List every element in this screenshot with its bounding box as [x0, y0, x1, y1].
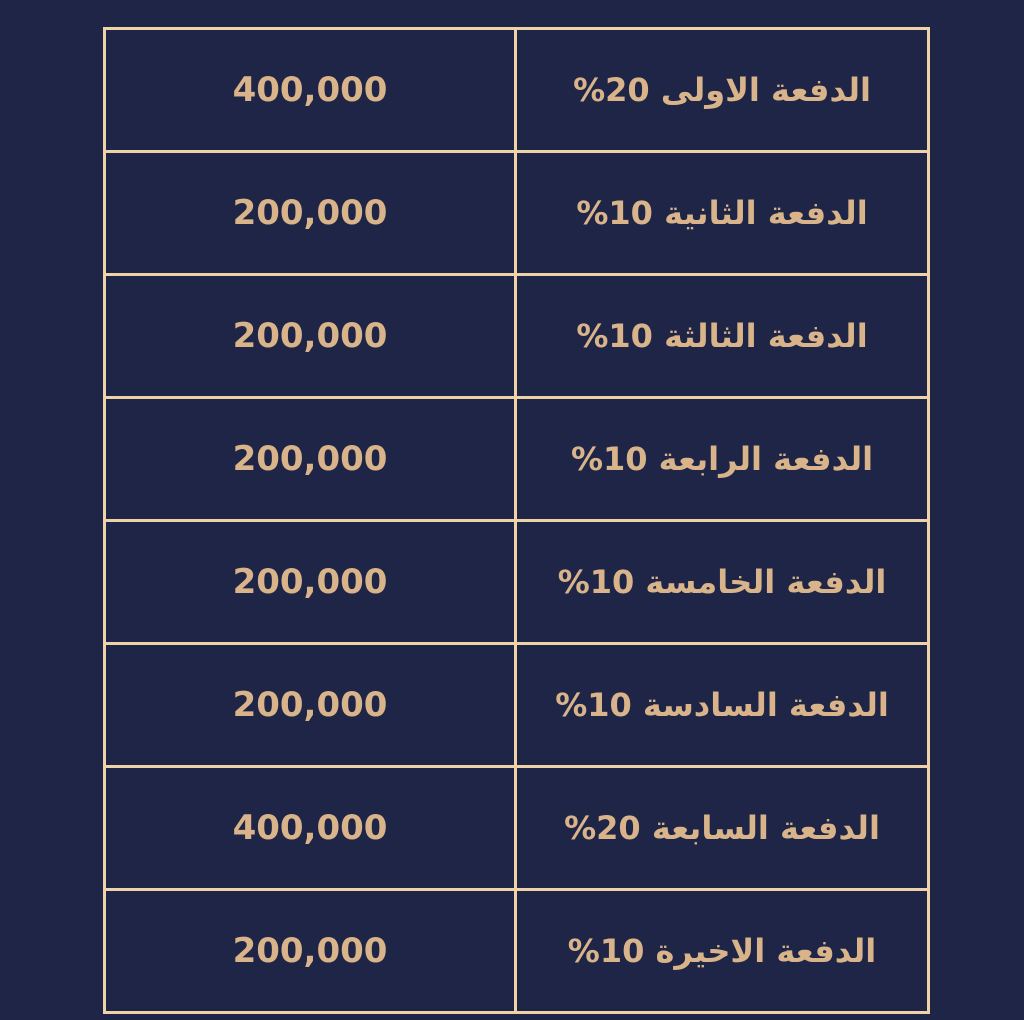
- table-row: [105, 644, 929, 767]
- table-row: [105, 152, 929, 275]
- payment-amount: 200,000: [105, 152, 516, 275]
- payment-label: الدفعة الخامسة 10%: [516, 521, 929, 644]
- table-row: [105, 29, 929, 152]
- payment-label: الدفعة الاخيرة 10%: [516, 890, 929, 1013]
- table-row: [105, 767, 929, 890]
- payment-amount: 200,000: [105, 890, 516, 1013]
- payment-amount: 200,000: [105, 275, 516, 398]
- payment-label: الدفعة الرابعة 10%: [516, 398, 929, 521]
- payment-label: الدفعة السادسة 10%: [516, 644, 929, 767]
- table-row: [105, 398, 929, 521]
- table-row: [105, 275, 929, 398]
- payment-label: الدفعة الاولى 20%: [516, 29, 929, 152]
- payment-amount: 200,000: [105, 644, 516, 767]
- payment-amount: 200,000: [105, 521, 516, 644]
- payment-label: الدفعة السابعة 20%: [516, 767, 929, 890]
- payment-schedule-table: [103, 27, 930, 1014]
- payment-amount: 400,000: [105, 767, 516, 890]
- payment-label: الدفعة الثالثة 10%: [516, 275, 929, 398]
- payment-amount: 200,000: [105, 398, 516, 521]
- payment-amount: 400,000: [105, 29, 516, 152]
- payment-label: الدفعة الثانية 10%: [516, 152, 929, 275]
- table-row: [105, 521, 929, 644]
- table-row: [105, 890, 929, 1013]
